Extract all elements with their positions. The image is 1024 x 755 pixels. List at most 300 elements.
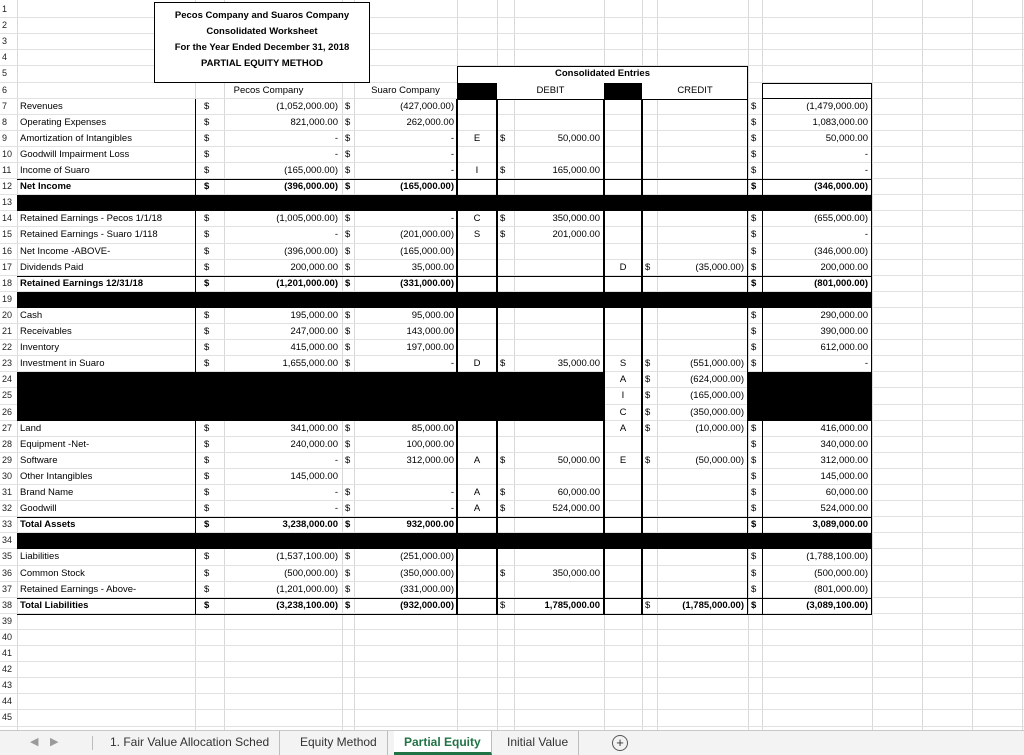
add-sheet-icon[interactable]: + bbox=[612, 735, 628, 751]
row-number[interactable]: 6 bbox=[2, 84, 8, 95]
tab-initial-value[interactable]: Initial Value bbox=[497, 731, 579, 755]
row-label: Retained Earnings 12/31/18 bbox=[20, 277, 144, 289]
pecos-value[interactable]: 145,000.00 bbox=[290, 470, 338, 482]
row-number[interactable]: 13 bbox=[2, 197, 13, 208]
row-number[interactable]: 33 bbox=[2, 519, 13, 530]
suaro-value[interactable]: 932,000.00 bbox=[406, 519, 454, 531]
row-number[interactable]: 32 bbox=[2, 503, 13, 514]
row-number[interactable]: 38 bbox=[2, 599, 13, 610]
next-sheet-arrow-icon[interactable]: ▶ bbox=[50, 736, 59, 748]
consolidated-total-value[interactable]: - bbox=[864, 229, 868, 241]
total-row-top-border bbox=[17, 276, 872, 277]
currency-symbol: $ bbox=[751, 229, 757, 241]
suaro-value[interactable]: 262,000.00 bbox=[406, 116, 454, 128]
row-label: Net Income bbox=[20, 181, 72, 193]
row-label: Dividends Paid bbox=[20, 261, 84, 273]
row-number[interactable]: 4 bbox=[2, 52, 8, 63]
currency-symbol: $ bbox=[751, 599, 757, 611]
currency-symbol: $ bbox=[500, 132, 506, 144]
sheet-tab-bar bbox=[0, 730, 1024, 755]
row-number[interactable]: 40 bbox=[2, 631, 13, 642]
currency-symbol: $ bbox=[345, 213, 351, 225]
row-number[interactable]: 23 bbox=[2, 358, 13, 369]
suaro-column-header: Suaro Company bbox=[371, 84, 440, 96]
currency-symbol: $ bbox=[345, 454, 351, 466]
debit-entry-letter[interactable]: A bbox=[473, 503, 481, 515]
currency-symbol: $ bbox=[345, 358, 351, 370]
consolidated-entries-title: Consolidated Entries bbox=[554, 68, 650, 80]
credit-entry-letter[interactable]: D bbox=[619, 261, 627, 273]
suaro-value[interactable]: (251,000.00) bbox=[400, 551, 454, 563]
debit-entry-letter[interactable]: C bbox=[473, 213, 481, 225]
suaro-value[interactable]: 312,000.00 bbox=[406, 454, 454, 466]
consolidated-total-value[interactable]: (1,479,000.00) bbox=[806, 100, 868, 112]
row-number[interactable]: 25 bbox=[2, 390, 13, 401]
row-number[interactable]: 35 bbox=[2, 551, 13, 562]
currency-symbol: $ bbox=[751, 213, 757, 225]
consolidated-total-value[interactable]: 3,089,000.00 bbox=[812, 519, 868, 531]
currency-symbol: $ bbox=[345, 599, 351, 611]
debit-value[interactable]: 1,785,000.00 bbox=[544, 599, 600, 611]
consolidated-total-value[interactable]: (801,000.00) bbox=[814, 583, 868, 595]
currency-symbol: $ bbox=[751, 438, 757, 450]
tab-separator bbox=[92, 736, 93, 750]
debit-shaded-cell bbox=[457, 83, 497, 99]
row-number[interactable]: 2 bbox=[2, 20, 8, 31]
currency-symbol: $ bbox=[204, 165, 210, 176]
pecos-value[interactable]: (1,537,100.00) bbox=[276, 551, 338, 563]
currency-symbol: $ bbox=[204, 470, 210, 482]
consolidated-total-value[interactable]: 290,000.00 bbox=[820, 309, 868, 321]
credit-value[interactable]: (50,000.00) bbox=[695, 454, 744, 466]
currency-symbol: $ bbox=[345, 148, 351, 160]
title-line: For the Year Ended December 31, 2018 bbox=[174, 42, 350, 53]
debit-entry-letter[interactable]: E bbox=[473, 132, 481, 144]
currency-symbol: $ bbox=[204, 503, 210, 515]
currency-symbol: $ bbox=[751, 583, 757, 595]
pecos-value[interactable]: 415,000.00 bbox=[290, 342, 338, 354]
consolidated-total-value[interactable]: 60,000.00 bbox=[825, 487, 868, 498]
consolidated-total-value[interactable]: (801,000.00) bbox=[814, 277, 868, 289]
debit-value[interactable]: 350,000.00 bbox=[552, 567, 600, 579]
debit-value[interactable]: 524,000.00 bbox=[552, 503, 600, 515]
row-label: Operating Expenses bbox=[20, 116, 107, 128]
row-number[interactable]: 37 bbox=[2, 583, 13, 594]
title-line: PARTIAL EQUITY METHOD bbox=[201, 58, 323, 69]
debit-entry-letter[interactable]: A bbox=[473, 487, 481, 498]
column-block-border bbox=[604, 99, 642, 614]
suaro-value[interactable]: - bbox=[450, 503, 454, 515]
credit-value[interactable]: (35,000.00) bbox=[695, 261, 744, 273]
currency-symbol: $ bbox=[500, 454, 506, 466]
debit-value[interactable]: 35,000.00 bbox=[557, 358, 600, 370]
suaro-value[interactable]: 95,000.00 bbox=[411, 309, 454, 321]
pecos-value[interactable]: (1,201,000.00) bbox=[276, 583, 338, 595]
grid-column-line bbox=[872, 0, 873, 730]
grid-column-line bbox=[1022, 0, 1023, 730]
consolidated-total-value[interactable]: - bbox=[864, 165, 868, 176]
currency-symbol: $ bbox=[751, 116, 757, 128]
currency-symbol: $ bbox=[645, 261, 651, 273]
debit-value[interactable]: 350,000.00 bbox=[552, 213, 600, 225]
pecos-value[interactable]: - bbox=[334, 454, 338, 466]
consolidated-total-value[interactable]: (3,089,100.00) bbox=[806, 599, 868, 611]
pecos-value[interactable]: - bbox=[334, 487, 338, 498]
debit-entry-letter[interactable]: A bbox=[473, 454, 481, 466]
debit-value[interactable]: 165,000.00 bbox=[552, 165, 600, 176]
currency-symbol: $ bbox=[204, 245, 210, 257]
currency-symbol: $ bbox=[204, 326, 210, 337]
grid-row-line bbox=[0, 661, 1024, 662]
row-number[interactable]: 8 bbox=[2, 116, 8, 127]
total-row-top-border bbox=[17, 517, 872, 518]
pecos-value[interactable]: (396,000.00) bbox=[284, 181, 338, 193]
currency-symbol: $ bbox=[751, 261, 757, 273]
currency-symbol: $ bbox=[204, 148, 210, 160]
consolidated-total-value[interactable]: (500,000.00) bbox=[814, 567, 868, 579]
currency-symbol: $ bbox=[500, 503, 506, 515]
currency-symbol: $ bbox=[500, 213, 506, 225]
total-row-bottom-border bbox=[17, 195, 872, 196]
credit-value[interactable]: (10,000.00) bbox=[695, 422, 744, 434]
currency-symbol: $ bbox=[751, 503, 757, 515]
suaro-value[interactable]: (201,000.00) bbox=[400, 229, 454, 241]
row-number[interactable]: 30 bbox=[2, 470, 13, 481]
row-number[interactable]: 27 bbox=[2, 422, 13, 433]
suaro-value[interactable]: - bbox=[450, 358, 454, 370]
suaro-value[interactable]: 143,000.00 bbox=[406, 326, 454, 337]
total-row-bottom-border bbox=[17, 533, 872, 534]
pecos-value[interactable]: - bbox=[334, 132, 338, 144]
suaro-value[interactable]: - bbox=[450, 213, 454, 225]
row-number[interactable]: 42 bbox=[2, 664, 13, 675]
currency-symbol: $ bbox=[204, 567, 210, 579]
consolidated-total-value[interactable]: (1,788,100.00) bbox=[806, 551, 868, 563]
currency-symbol: $ bbox=[645, 358, 651, 370]
row-number[interactable]: 28 bbox=[2, 438, 13, 449]
currency-symbol: $ bbox=[345, 277, 351, 289]
currency-symbol: $ bbox=[345, 181, 351, 193]
row-label: Net Income -ABOVE- bbox=[20, 245, 111, 257]
currency-symbol: $ bbox=[751, 165, 757, 176]
credit-entry-letter[interactable]: S bbox=[619, 358, 627, 370]
row-number[interactable]: 11 bbox=[2, 165, 12, 175]
pecos-value[interactable]: 200,000.00 bbox=[290, 261, 338, 273]
row-label: Total Liabilities bbox=[20, 599, 89, 611]
row-number[interactable]: 18 bbox=[2, 277, 13, 288]
row-label: Other Intangibles bbox=[20, 470, 93, 482]
debit-entry-letter[interactable]: D bbox=[473, 358, 481, 370]
row-number[interactable]: 15 bbox=[2, 229, 13, 240]
credit-value[interactable]: (551,000.00) bbox=[690, 358, 744, 370]
currency-symbol: $ bbox=[204, 438, 210, 450]
consolidated-total-value[interactable]: 524,000.00 bbox=[820, 503, 868, 515]
currency-symbol: $ bbox=[204, 422, 210, 434]
suaro-value[interactable]: - bbox=[450, 148, 454, 160]
row-number[interactable]: 31 bbox=[2, 487, 13, 497]
consolidated-total-value[interactable]: 390,000.00 bbox=[820, 326, 868, 337]
pecos-value[interactable]: 821,000.00 bbox=[290, 116, 338, 128]
suaro-value[interactable]: - bbox=[450, 487, 454, 498]
suaro-value[interactable]: (932,000.00) bbox=[400, 599, 454, 611]
row-number[interactable]: 17 bbox=[2, 261, 13, 272]
column-block-border bbox=[195, 99, 457, 614]
grid-row-line bbox=[0, 629, 1024, 630]
pecos-value[interactable]: 341,000.00 bbox=[290, 422, 338, 434]
row-number[interactable]: 44 bbox=[2, 696, 13, 707]
currency-symbol: $ bbox=[345, 487, 351, 498]
currency-symbol: $ bbox=[345, 229, 351, 241]
row-label: Goodwill Impairment Loss bbox=[20, 148, 130, 160]
pecos-value[interactable]: 247,000.00 bbox=[290, 326, 338, 337]
currency-symbol: $ bbox=[345, 342, 351, 354]
suaro-value[interactable]: 100,000.00 bbox=[406, 438, 454, 450]
row-label: Retained Earnings - Above- bbox=[20, 583, 137, 595]
consolidated-total-value[interactable]: (346,000.00) bbox=[814, 181, 868, 193]
consolidated-total-value[interactable]: 200,000.00 bbox=[820, 261, 868, 273]
consolidated-total-value[interactable]: - bbox=[864, 358, 868, 370]
currency-symbol: $ bbox=[204, 181, 210, 193]
row-number[interactable]: 7 bbox=[2, 100, 8, 111]
currency-symbol: $ bbox=[204, 358, 210, 370]
row-label: Equipment -Net- bbox=[20, 438, 90, 450]
row-number[interactable]: 20 bbox=[2, 309, 13, 320]
currency-symbol: $ bbox=[204, 519, 210, 531]
column-block-border bbox=[642, 99, 748, 614]
grid-column-line bbox=[972, 0, 973, 730]
currency-symbol: $ bbox=[751, 487, 757, 498]
row-label: Receivables bbox=[20, 326, 72, 337]
tab-equity-method[interactable]: Equity Method bbox=[290, 731, 388, 755]
consolidated-total-value[interactable]: 1,083,000.00 bbox=[812, 116, 868, 128]
title-line: Consolidated Worksheet bbox=[206, 26, 318, 37]
currency-symbol: $ bbox=[345, 309, 351, 321]
suaro-value[interactable]: (165,000.00) bbox=[400, 181, 454, 193]
currency-symbol: $ bbox=[751, 519, 757, 531]
pecos-value[interactable]: - bbox=[334, 229, 338, 241]
currency-symbol: $ bbox=[345, 551, 351, 563]
currency-symbol: $ bbox=[204, 583, 210, 595]
currency-symbol: $ bbox=[751, 567, 757, 579]
consolidated-total-value[interactable]: 416,000.00 bbox=[820, 422, 868, 434]
suaro-value[interactable]: 85,000.00 bbox=[411, 422, 454, 434]
currency-symbol: $ bbox=[345, 165, 351, 176]
credit-value[interactable]: (350,000.00) bbox=[690, 406, 744, 418]
row-number[interactable]: 16 bbox=[2, 245, 13, 256]
suaro-value[interactable]: (350,000.00) bbox=[400, 567, 454, 579]
currency-symbol: $ bbox=[500, 229, 506, 241]
currency-symbol: $ bbox=[204, 342, 210, 354]
debit-value[interactable]: 60,000.00 bbox=[557, 487, 600, 498]
row-label: Liabilities bbox=[20, 551, 60, 563]
row-number[interactable]: 5 bbox=[2, 68, 8, 79]
pecos-value[interactable]: (3,238,100.00) bbox=[276, 599, 338, 611]
row-number[interactable]: 39 bbox=[2, 615, 13, 626]
currency-symbol: $ bbox=[204, 599, 210, 611]
currency-symbol: $ bbox=[751, 470, 757, 482]
currency-symbol: $ bbox=[751, 309, 757, 321]
row-number[interactable]: 29 bbox=[2, 454, 13, 465]
currency-symbol: $ bbox=[204, 277, 210, 289]
row-label: Amortization of Intangibles bbox=[20, 132, 132, 144]
credit-entry-letter[interactable]: I bbox=[621, 390, 625, 402]
currency-symbol: $ bbox=[751, 422, 757, 434]
row-number[interactable]: 24 bbox=[2, 374, 13, 385]
grid-column-line bbox=[748, 0, 749, 730]
pecos-value[interactable]: (396,000.00) bbox=[284, 245, 338, 257]
suaro-value[interactable]: 35,000.00 bbox=[411, 261, 454, 273]
currency-symbol: $ bbox=[204, 116, 210, 128]
row-label: Inventory bbox=[20, 342, 60, 354]
grid-column-line bbox=[17, 0, 18, 730]
pecos-value[interactable]: 195,000.00 bbox=[290, 309, 338, 321]
currency-symbol: $ bbox=[345, 116, 351, 128]
suaro-value[interactable]: (427,000.00) bbox=[400, 100, 454, 112]
pecos-value[interactable]: - bbox=[334, 503, 338, 515]
row-number[interactable]: 41 bbox=[2, 648, 13, 658]
consolidated-total-value[interactable]: 312,000.00 bbox=[820, 454, 868, 466]
currency-symbol: $ bbox=[751, 454, 757, 466]
currency-symbol: $ bbox=[345, 261, 351, 273]
row-label: Investment in Suaro bbox=[20, 358, 105, 370]
debit-entry-letter[interactable]: I bbox=[475, 165, 479, 176]
grid-row-line bbox=[0, 693, 1024, 694]
currency-symbol: $ bbox=[204, 229, 210, 241]
row-label: Income of Suaro bbox=[20, 165, 90, 176]
row-label: Land bbox=[20, 422, 42, 434]
pecos-value[interactable]: - bbox=[334, 148, 338, 160]
pecos-value[interactable]: (1,052,000.00) bbox=[276, 100, 338, 112]
grid-row-line bbox=[0, 677, 1024, 678]
currency-symbol: $ bbox=[204, 551, 210, 563]
currency-symbol: $ bbox=[645, 374, 651, 386]
row-label: Cash bbox=[20, 309, 43, 321]
debit-entry-letter[interactable]: S bbox=[473, 229, 481, 241]
currency-symbol: $ bbox=[345, 100, 351, 112]
pecos-value[interactable]: 3,238,000.00 bbox=[282, 519, 338, 531]
row-label: Goodwill bbox=[20, 503, 57, 515]
currency-symbol: $ bbox=[500, 487, 506, 498]
pecos-value[interactable]: 240,000.00 bbox=[290, 438, 338, 450]
prev-sheet-arrow-icon[interactable]: ◀ bbox=[30, 736, 39, 748]
row-number[interactable]: 43 bbox=[2, 680, 13, 691]
consolidated-total-value[interactable]: 612,000.00 bbox=[820, 342, 868, 354]
pecos-value[interactable]: (1,005,000.00) bbox=[276, 213, 338, 225]
row-number[interactable]: 3 bbox=[2, 36, 8, 47]
row-number[interactable]: 26 bbox=[2, 406, 13, 417]
row-number[interactable]: 36 bbox=[2, 567, 13, 578]
credit-entry-letter[interactable]: C bbox=[619, 406, 627, 418]
suaro-value[interactable]: 197,000.00 bbox=[406, 342, 454, 354]
currency-symbol: $ bbox=[751, 277, 757, 289]
pecos-value[interactable]: (165,000.00) bbox=[284, 165, 338, 176]
suaro-value[interactable]: - bbox=[450, 132, 454, 144]
row-number[interactable]: 45 bbox=[2, 712, 13, 723]
suaro-value[interactable]: (165,000.00) bbox=[400, 245, 454, 257]
row-number[interactable]: 34 bbox=[2, 535, 13, 546]
tab-partial-equity[interactable]: Partial Equity bbox=[394, 731, 492, 755]
total-row-top-border bbox=[17, 179, 872, 180]
row-number[interactable]: 21 bbox=[2, 326, 13, 336]
currency-symbol: $ bbox=[751, 148, 757, 160]
row-number[interactable]: 19 bbox=[2, 293, 13, 304]
suaro-value[interactable]: (331,000.00) bbox=[400, 583, 454, 595]
consolidated-total-value[interactable]: 340,000.00 bbox=[820, 438, 868, 450]
credit-shaded-cell bbox=[604, 83, 642, 99]
currency-symbol: $ bbox=[751, 181, 757, 193]
currency-symbol: $ bbox=[204, 454, 210, 466]
currency-symbol: $ bbox=[345, 438, 351, 450]
debit-value[interactable]: 50,000.00 bbox=[557, 454, 600, 466]
suaro-value[interactable]: (331,000.00) bbox=[400, 277, 454, 289]
currency-symbol: $ bbox=[645, 390, 651, 402]
grid-row-line bbox=[0, 726, 1024, 727]
debit-value[interactable]: 201,000.00 bbox=[552, 229, 600, 241]
row-number[interactable]: 9 bbox=[2, 132, 8, 143]
row-label: Software bbox=[20, 454, 58, 466]
suaro-value[interactable]: - bbox=[450, 165, 454, 176]
total-row-top-border bbox=[17, 598, 872, 599]
currency-symbol: $ bbox=[751, 342, 757, 354]
row-label: Brand Name bbox=[20, 487, 74, 498]
credit-entry-letter[interactable]: E bbox=[619, 454, 627, 466]
row-number[interactable]: 10 bbox=[2, 148, 13, 159]
currency-symbol: $ bbox=[751, 132, 757, 144]
row-number[interactable]: 12 bbox=[2, 181, 13, 192]
consolidated-total-value[interactable]: - bbox=[864, 148, 868, 160]
row-number[interactable]: 22 bbox=[2, 342, 13, 353]
column-block-border bbox=[497, 99, 604, 614]
currency-symbol: $ bbox=[204, 487, 210, 498]
currency-symbol: $ bbox=[345, 583, 351, 595]
currency-symbol: $ bbox=[500, 165, 506, 176]
grid-row-line bbox=[0, 645, 1024, 646]
currency-symbol: $ bbox=[500, 599, 506, 611]
consolidated-total-value[interactable]: (346,000.00) bbox=[814, 245, 868, 257]
pecos-value[interactable]: 1,655,000.00 bbox=[282, 358, 338, 370]
column-block-border bbox=[457, 99, 497, 614]
currency-symbol: $ bbox=[204, 100, 210, 112]
credit-entry-letter[interactable]: A bbox=[619, 422, 627, 434]
credit-value[interactable]: (1,785,000.00) bbox=[682, 599, 744, 611]
consolidated-total-value[interactable]: 50,000.00 bbox=[825, 132, 868, 144]
currency-symbol: $ bbox=[645, 422, 651, 434]
consolidated-totals-header-box bbox=[762, 83, 872, 99]
credit-entry-letter[interactable]: A bbox=[619, 374, 627, 386]
currency-symbol: $ bbox=[345, 326, 351, 337]
title-line: Pecos Company and Suaros Company bbox=[174, 10, 350, 21]
consolidated-total-value[interactable]: 145,000.00 bbox=[820, 470, 868, 482]
column-block-border bbox=[762, 99, 872, 614]
pecos-value[interactable]: (1,201,000.00) bbox=[276, 277, 338, 289]
pecos-value[interactable]: (500,000.00) bbox=[284, 567, 338, 579]
credit-value[interactable]: (624,000.00) bbox=[690, 374, 744, 386]
currency-symbol: $ bbox=[500, 567, 506, 579]
consolidated-total-value[interactable]: (655,000.00) bbox=[814, 213, 868, 225]
credit-value[interactable]: (165,000.00) bbox=[690, 390, 744, 402]
row-number[interactable]: 14 bbox=[2, 213, 13, 224]
currency-symbol: $ bbox=[345, 567, 351, 579]
currency-symbol: $ bbox=[645, 599, 651, 611]
currency-symbol: $ bbox=[204, 309, 210, 321]
currency-symbol: $ bbox=[204, 213, 210, 225]
tab-fair-value-allocation[interactable]: 1. Fair Value Allocation Sched bbox=[100, 731, 280, 755]
debit-value[interactable]: 50,000.00 bbox=[557, 132, 600, 144]
currency-symbol: $ bbox=[751, 551, 757, 563]
total-row-bottom-border bbox=[17, 292, 872, 293]
currency-symbol: $ bbox=[204, 261, 210, 273]
row-number[interactable]: 1 bbox=[2, 4, 8, 14]
